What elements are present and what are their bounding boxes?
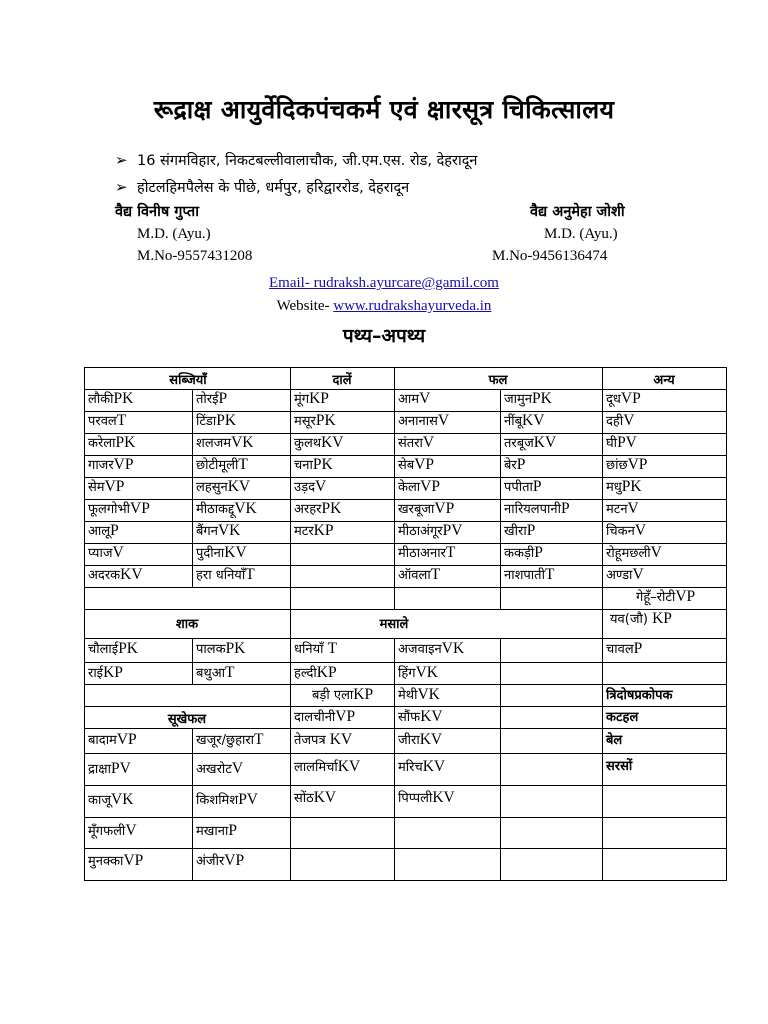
table-cell: लालमिर्चाKV (294, 758, 361, 775)
table-cell: ककड़ीP (504, 544, 543, 561)
table-cell: परवलT (88, 412, 127, 429)
table-cell: मेथीVK (398, 686, 440, 703)
table-cell: ऑवलाT (398, 566, 441, 583)
table-cell: दहीV (606, 412, 635, 429)
table-cell: आमV (398, 390, 431, 407)
table-cell: पिप्पलीKV (398, 789, 455, 806)
email-link[interactable]: Email- rudraksh.ayurcare@gamil.com (269, 275, 499, 291)
table-cell: नाशपातीT (504, 566, 555, 583)
table-cell: मुनक्काVP (88, 852, 144, 869)
table-cell: पपीताP (504, 478, 542, 495)
table-cell: अण्डाV (606, 566, 644, 583)
doctor-name: वैद्य विनीष गुप्ता (115, 204, 199, 220)
table-cell: मूँगफलीV (88, 822, 137, 839)
table-cell: जीराKV (398, 731, 443, 748)
table-cell: हल्दीKP (294, 664, 337, 681)
table-cell: टिंडाPK (196, 412, 237, 429)
header-shaak: शाक (175, 617, 199, 632)
header-sookhephal: सूखेफल (167, 712, 207, 727)
table-cell: मधुPK (606, 478, 642, 495)
doctor-mobile: M.No-9557431208 (137, 248, 253, 264)
table-cell: करेलाPK (88, 434, 136, 451)
table-cell: शलजमVK (196, 434, 254, 451)
doctor-mobile: M.No-9456136474 (492, 248, 608, 264)
table-cell: पुदीनाKV (196, 544, 247, 561)
table-cell: मरिचKV (398, 758, 446, 775)
table-cell: छांछVP (606, 456, 648, 473)
table-cell: मीठाकद्दूVK (196, 500, 257, 517)
doctor-degree: M.D. (Ayu.) (544, 226, 618, 242)
table-cell: तोरईP (196, 390, 228, 407)
table-cell: नींबूKV (504, 412, 545, 429)
tridosh-label: त्रिदोषप्रकोपक (606, 688, 673, 703)
table-cell: चावलP (606, 640, 643, 657)
table-cell: नारियलपानीP (504, 500, 570, 517)
table-cell: गाजरVP (88, 456, 134, 473)
table-cell: हिंगVK (398, 664, 438, 681)
table-cell: बथुआT (196, 664, 235, 681)
table-cell: खरबूजाVP (398, 500, 455, 517)
table-cell: मखानाP (196, 822, 237, 839)
table-cell: खीराP (504, 522, 536, 539)
address-text-2: होटलहिमपैलेस के पीछे, धर्मपुर, हरिद्वाररोड, देहरादून (137, 180, 410, 196)
table-cell: रोहूमछलीV (606, 544, 662, 561)
table-cell: घीPV (606, 434, 637, 451)
table-cell: अनानासV (398, 412, 450, 429)
header-dalen: दालें (332, 373, 352, 388)
website-label: Website- (276, 298, 334, 314)
table-cell: मूंगKP (294, 390, 329, 407)
table-cell: चौलाईPK (88, 640, 139, 657)
table-cell: बेरP (504, 456, 526, 473)
doctor-degree: M.D. (Ayu.) (137, 226, 211, 242)
table-cell: मटनV (606, 500, 639, 517)
table-cell: लौकीPK (88, 390, 134, 407)
table-cell: फूलगोभीVP (88, 500, 150, 517)
table-cell: दालचीनीVP (294, 708, 356, 725)
table-cell: चनाPK (294, 456, 333, 473)
bullet-icon: ➢ (115, 151, 128, 169)
header-sabjiyan: सब्जियाँ (169, 373, 207, 388)
website-link[interactable]: www.rudrakshayurveda.in (333, 298, 492, 314)
table-cell: चिकनV (606, 522, 647, 539)
table-cell: बैंगनVK (196, 522, 241, 539)
table-cell: प्याजV (88, 544, 124, 561)
tridosh-item: कटहल (606, 710, 639, 725)
table-cell: लहसुनKV (196, 478, 251, 495)
table-cell: मीठाअनारT (398, 544, 456, 561)
tridosh-item: बेल (606, 733, 623, 748)
table-cell: अंजीरVP (196, 852, 245, 869)
table-cell: अदरकKV (88, 566, 143, 583)
table-cell: सेबVP (398, 456, 435, 473)
table-cell: अजवाइनVK (398, 640, 465, 657)
table-cell: मसूरPK (294, 412, 336, 429)
page-title: रूद्राक्ष आयुर्वेदिकपंचकर्म एवं क्षारसूत्र चिकित्सालय (153, 95, 615, 124)
table-cell: सेमVP (88, 478, 125, 495)
table-cell: राईKP (88, 664, 123, 681)
table-cell: हरा धनियाँT (196, 566, 255, 583)
table-cell: दूधVP (606, 390, 641, 407)
header-phal: फल (488, 373, 508, 388)
table-cell: खजूर/छुहाराT (196, 731, 264, 748)
table-cell: आलूP (88, 522, 119, 539)
header-anya: अन्य (653, 373, 675, 388)
tridosh-item: सरसों (606, 759, 633, 774)
table-cell: मटरKP (294, 522, 334, 539)
table-cell: द्राक्षाPV (88, 760, 131, 777)
doctor-name: वैद्य अनुमेहा जोशी (530, 204, 625, 220)
address-text-1: 16 संगमविहार, निकटबल्लीवालाचौक, जी.एम.एस. रोड, देहरादून (137, 153, 478, 169)
table-cell: तेजपत्र KV (294, 731, 353, 748)
table-cell: गेहूँ–रोटीVP (636, 588, 696, 605)
table-cell: यव(जौ) KP (610, 610, 672, 627)
table-cell: सोंठKV (294, 789, 337, 806)
table-cell: बादामVP (88, 731, 137, 748)
diet-subtitle: पथ्य–अपथ्य (342, 325, 426, 347)
table-cell: सौंफKV (398, 708, 443, 725)
bullet-icon: ➢ (115, 178, 128, 196)
table-cell: अखरोटV (196, 760, 244, 777)
table-cell: धनियाँ T (294, 640, 338, 657)
table-cell: कुलथKV (294, 434, 344, 451)
table-cell: किशमिशPV (196, 791, 259, 808)
table-cell: काजूVK (88, 791, 134, 808)
table-cell: जामुनPK (504, 390, 552, 407)
table-cell: छोटीमूलीT (196, 456, 248, 473)
table-cell: संतराV (398, 434, 435, 451)
table-cell: उड़दV (294, 478, 327, 495)
table-cell: तरबूजKV (504, 434, 557, 451)
table-cell: पालकPK (196, 640, 246, 657)
table-cell: केलाVP (398, 478, 440, 495)
table-cell: बड़ी एलाKP (312, 686, 374, 703)
table-cell: मीठाअंगूरPV (398, 522, 463, 539)
header-masale: मसाले (379, 617, 409, 632)
table-cell: अरहरPK (294, 500, 342, 517)
